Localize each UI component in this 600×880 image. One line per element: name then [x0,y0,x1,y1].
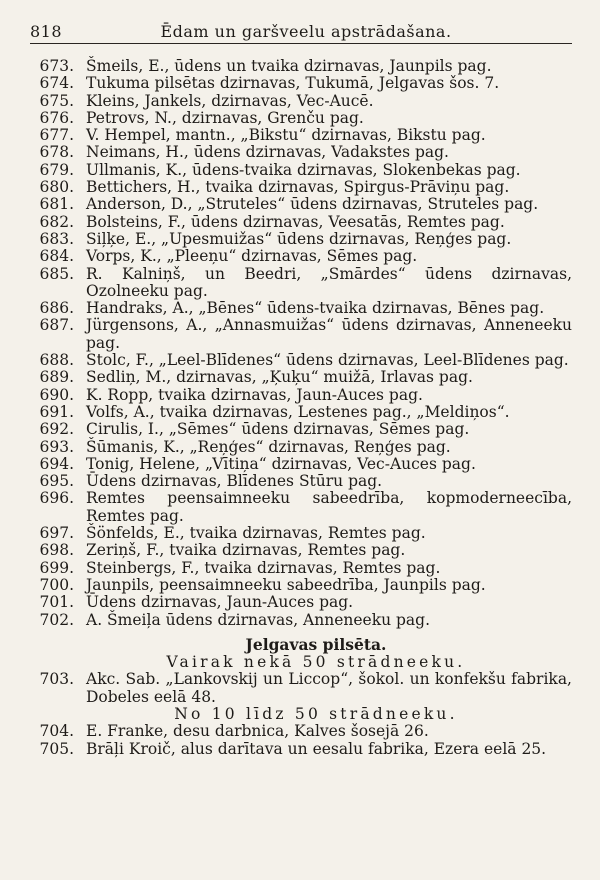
entry-text: Ūdens dzirnavas, Jaun-Auces pag. [86,593,354,612]
list-item [30,75,572,92]
list-item [30,387,572,404]
entry-text: Zeriņš, F., tvaika dzirnavas, Remtes pag. [86,541,406,560]
entry-text: Steinbergs, F., tvaika dzirnavas, Remtes pag. [86,558,441,577]
entry-text: R. Kalniņš, un Beedri, „Smārdes“ ūdens dzirnavas, Ozolneeku pag. [86,264,572,300]
list-item [30,671,572,706]
list-item [30,248,572,265]
list-item [30,179,572,196]
entry-text: Neimans, H., ūdens dzirnavas, Vadakstes pag. [86,143,449,162]
entry-text: Akc. Sab. „Lankovskij un Liccop“, šokol. un konfekšu fabrika, Dobeles eelā 48. [86,670,572,706]
entry-list [30,58,572,629]
list-item [30,58,572,75]
entry-number: 676. [39,108,74,127]
entry-number: 704. [39,722,74,741]
entry-text: Sedliņ, M., dzirnavas, „Ķuķu“ muižā, Irlavas pag. [86,368,473,387]
list-item [30,110,572,127]
entry-text: Bettichers, H., tvaika dzirnavas, Spirgus-Prāviņu pag. [86,178,510,197]
list-item [30,612,572,629]
entry-text: Volfs, A., tvaika dzirnavas, Lestenes pag., „Meldiņos“. [86,402,510,421]
entry-text: Jürgensons, A., „Annasmuižas“ ūdens dzirnavas, Anneneeku pag. [86,316,572,352]
list-item [30,542,572,559]
list-item [30,741,572,758]
running-title: Ēdam un garšveelu apstrādašana. [160,22,452,41]
entry-number: 692. [39,420,74,439]
entry-number: 702. [39,610,74,629]
list-item [30,421,572,438]
entry-text: Tonig, Helene, „Vītiņa“ dzirnavas, Vec-Auces pag. [86,454,476,473]
list-item [30,456,572,473]
entry-text: Anderson, D., „Struteles“ ūdens dzirnavas, Struteles pag. [86,195,539,214]
entry-number: 693. [39,437,74,456]
entry-number: 687. [39,316,74,335]
entry-number: 694. [39,454,74,473]
list-item [30,196,572,213]
entry-number: 686. [39,299,74,318]
entry-text: Petrovs, N., dzirnavas, Grenču pag. [86,108,364,127]
list-item [30,404,572,421]
entry-number: 689. [39,368,74,387]
entry-text: Stolc, F., „Leel-Blīdenes“ ūdens dzirnavas, Leel-Blīdenes pag. [86,351,569,370]
list-item [30,162,572,179]
list-item [30,577,572,594]
entry-text: Ullmanis, K., ūdens-tvaika dzirnavas, Slokenbekas pag. [86,160,521,179]
entry-number: 696. [39,489,74,508]
entry-text: Šūmanis, K., „Reņģes“ dzirnavas, Reņģes pag. [86,437,451,456]
list-item [30,352,572,369]
subheading-over-50: Vairak nekā 50 strādneeku. [166,652,466,671]
entry-number: 675. [39,91,74,110]
entry-text: Šmeils, E., ūdens un tvaika dzirnavas, Jaunpils pag. [86,57,492,75]
entry-text: Vorps, K., „Pleeņu“ dzirnavas, Sēmes pag. [86,247,418,266]
entry-text: Bolsteins, F., ūdens dzirnavas, Veesatās, Remtes pag. [86,212,505,231]
entry-number: 684. [39,247,74,266]
entry-text: V. Hempel, mantn., „Bikstu“ dzirnavas, Bikstu pag. [86,126,486,145]
list-item [30,473,572,490]
entry-number: 691. [39,402,74,421]
list-item [30,144,572,161]
entry-number: 681. [39,195,74,214]
entry-number: 698. [39,541,74,560]
list-item [30,594,572,611]
entry-number: 678. [39,143,74,162]
entry-number: 695. [39,472,74,491]
entry-number: 697. [39,524,74,543]
list-item [30,93,572,110]
entry-text: Tukuma pilsētas dzirnavas, Tukumā, Jelgavas šos. 7. [86,74,500,93]
entry-number: 701. [39,593,74,612]
list-item [30,525,572,542]
entry-number: 685. [39,264,74,283]
entry-number: 688. [39,351,74,370]
list-item [30,214,572,231]
entry-number: 699. [39,558,74,577]
entry-text: Šönfelds, E., tvaika dzirnavas, Remtes pag. [86,524,426,543]
list-item [30,439,572,456]
list-item [30,490,572,525]
list-item [30,317,572,352]
page-number: 818 [30,22,63,41]
entry-text: Jaunpils, peensaimneeku sabeedrība, Jaunpils pag. [86,575,486,594]
entry-number: 682. [39,212,74,231]
entry-text: Siļķe, E., „Upesmuižas“ ūdens dzirnavas, Reņģes pag. [86,229,512,248]
section-title: Jelgavas pilsēta. [245,634,387,654]
entry-text: Kleins, Jankels, dzirnavas, Vec-Aucē. [86,91,374,110]
entry-number: 690. [39,385,74,404]
entry-text: Remtes peensaimneeku sabeedrība, kopmoderneecība, Remtes pag. [86,489,572,525]
entry-text: Handraks, A., „Bēnes“ ūdens-tvaika dzirnavas, Bēnes pag. [86,299,545,318]
entry-text: K. Ropp, tvaika dzirnavas, Jaun-Auces pag. [86,385,423,404]
entry-list-medium-employers [30,723,572,758]
list-item [30,127,572,144]
subheading-10-to-50: No 10 līdz 50 strādneeku. [174,704,458,723]
list-item [30,300,572,317]
entry-number: 700. [39,575,74,594]
entry-text: A. Šmeiļa ūdens dzirnavas, Anneneeku pag. [86,610,431,629]
entry-number: 705. [39,739,74,758]
entry-number: 674. [39,74,74,93]
entry-number: 673. [39,57,74,75]
list-item [30,266,572,301]
entry-number: 683. [39,229,74,248]
entry-list-large-employers [30,671,572,706]
entry-text: E. Franke, desu darbnica, Kalves šosejā 26. [86,722,429,741]
list-item [30,560,572,577]
entry-number: 679. [39,160,74,179]
entry-text: Brāļi Kroič, alus darītava un eesalu fabrika, Ezera eelā 25. [86,739,547,758]
running-header [30,22,572,44]
entry-text: Cirulis, I., „Sēmes“ ūdens dzirnavas, Sēmes pag. [86,420,470,439]
entry-text: Ūdens dzirnavas, Blīdenes Stūru pag. [86,472,383,491]
entry-number: 677. [39,126,74,145]
list-item [30,369,572,386]
entry-number: 680. [39,178,74,197]
list-item [30,231,572,248]
entry-number: 703. [39,670,74,689]
list-item [30,723,572,740]
